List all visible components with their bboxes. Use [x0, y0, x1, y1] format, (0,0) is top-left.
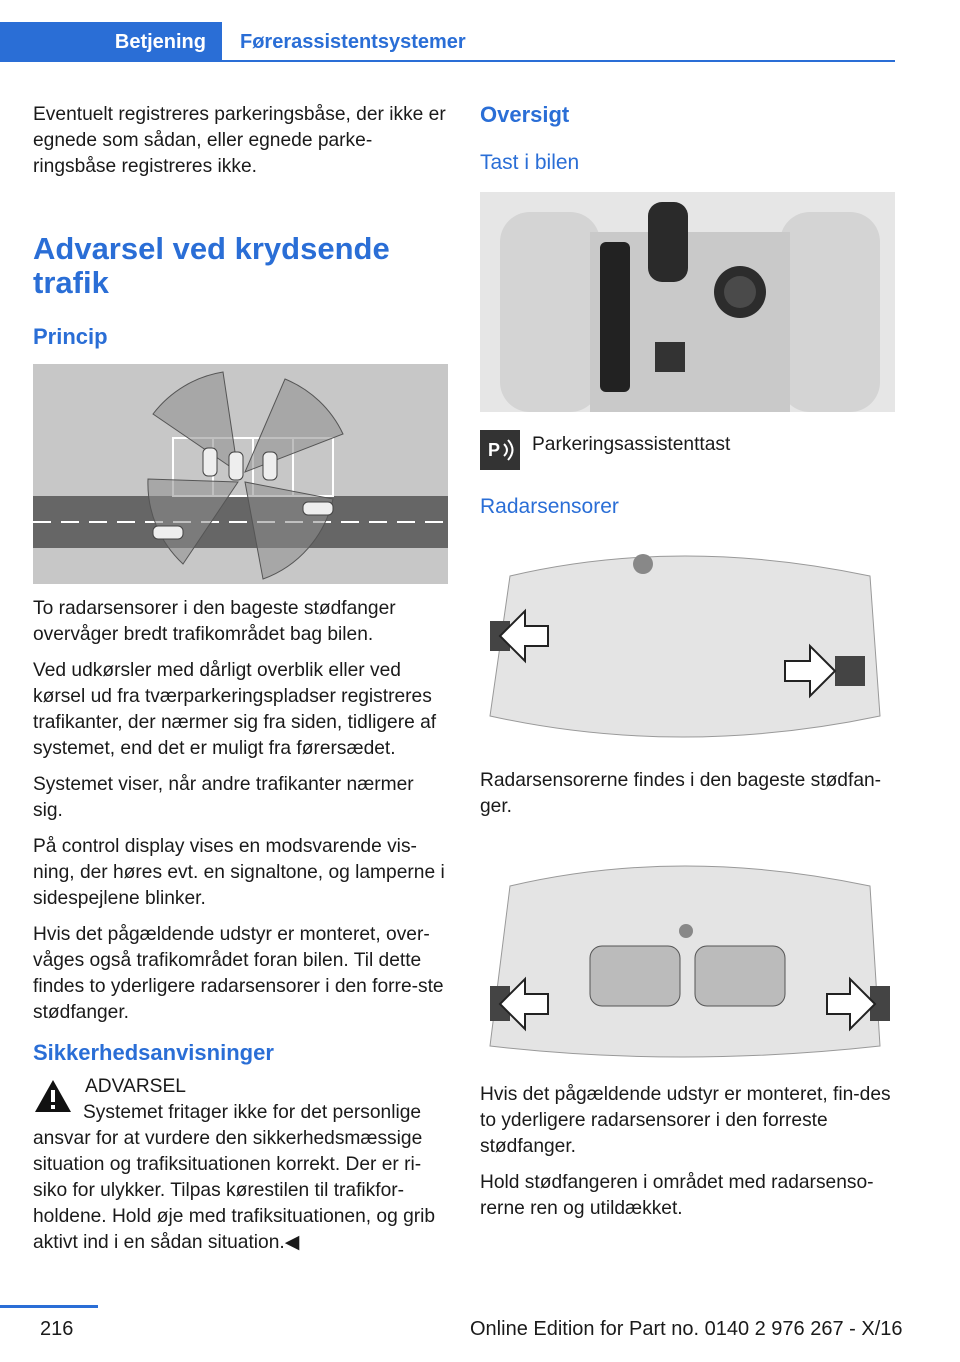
parking-assistant-button-icon — [480, 430, 520, 470]
warning-text: Systemet fritager ikke for det personlige ansvar for at vurdere den sikkerhedsmæssige situation og trafiksituationen korrekt. Der er ri‐siko for ulykker. Tilpas kørestilen til trafikfor‐holdene. Hold øje med trafiksituationen, og grib aktivt ind i en sådan situation.◀ — [33, 1102, 436, 1253]
subheading-safety: Sikkerhedsanvisninger — [33, 1040, 274, 1065]
subheading-radar: Radarsensorer — [480, 495, 619, 518]
warning-block — [33, 1074, 448, 1256]
header-tabs — [0, 22, 895, 60]
button-label: Parkeringsassistenttast — [532, 434, 731, 455]
radar-clean-text: Hold stødfangeren i området med radarsenso‐rerne ren og utildækket. — [480, 1172, 874, 1219]
center-console-image — [480, 192, 895, 412]
header-rule — [0, 60, 895, 62]
paragraph-display: Systemet viser, når andre trafikanter nærmer sig. — [33, 774, 414, 821]
right-column — [480, 102, 895, 1232]
page-number: 216 — [40, 1318, 74, 1340]
button-legend — [480, 430, 895, 472]
radar-front-text: Hvis det pågældende udstyr er monteret, fin‐des to yderligere radarsensorer i den forreste stødfanger. — [480, 1084, 891, 1157]
tab-betjening[interactable]: Betjening — [0, 22, 222, 60]
left-column — [33, 102, 448, 1256]
warning-icon — [33, 1078, 73, 1114]
footer-rule — [0, 1305, 98, 1308]
front-bumper-image — [480, 846, 895, 1068]
intro-paragraph: Eventuelt registreres parkeringsbåse, der ikke er egnede som sådan, eller egnede parke‐ringsbåse registreres ikke. — [33, 104, 446, 177]
paragraph-front-sensors: Hvis det pågældende udstyr er monteret, over‐våges også trafikområdet foran bilen. Til dette findes to yderligere radarsensorer i den forre‐ste stødfanger. — [33, 924, 444, 1023]
subheading-button: Tast i bilen — [480, 151, 580, 174]
section-heading: Advarsel ved krydsende trafik — [33, 231, 390, 300]
svg-text:P: P — [488, 440, 501, 460]
heading-overview: Oversigt — [480, 102, 570, 127]
radar-rear-text: Radarsensorerne findes i den bageste stødfan‐ger. — [480, 770, 882, 817]
cross-traffic-diagram — [33, 364, 448, 584]
subheading-principle: Princip — [33, 324, 108, 349]
warning-title: ADVARSEL — [85, 1076, 186, 1097]
paragraph-detection: Ved udkørsler med dårligt overblik eller ved kørsel ud fra tværparkeringspladser registreres trafikanter, der nærmer sig fra siden, tidligere af systemet, end det er muligt fra førersædet. — [33, 660, 437, 759]
paragraph-sensors: To radarsensorer i den bageste stødfanger overvåger bredt trafikområdet bag bilen. — [33, 598, 396, 645]
edition-text: Online Edition for Part no. 0140 2 976 267 - X/16 — [470, 1318, 903, 1340]
tab-section-title[interactable]: Førerassistentsystemer — [240, 31, 466, 53]
paragraph-control-display: På control display vises en modsvarende vis‐ning, der høres evt. en signaltone, og lamperne i sidespejlene blinker. — [33, 836, 445, 909]
rear-bumper-image — [480, 536, 895, 758]
